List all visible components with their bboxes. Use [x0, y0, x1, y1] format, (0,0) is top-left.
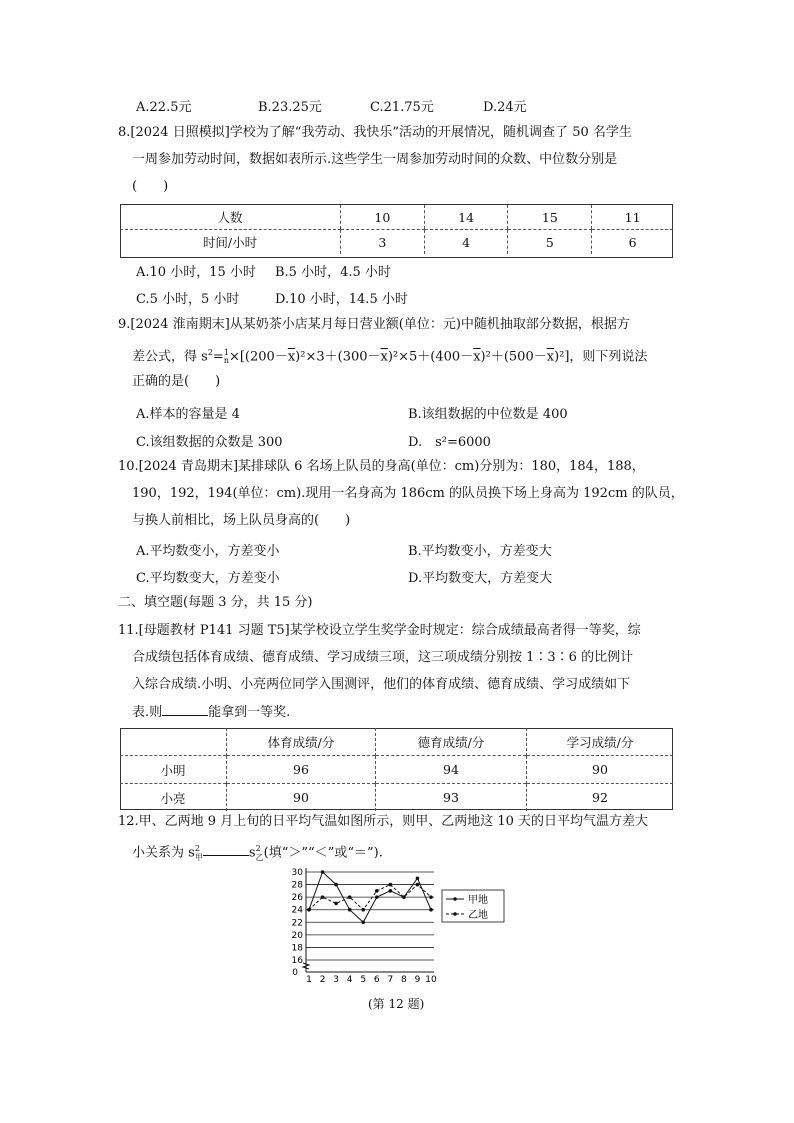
q11-cell: 94 [376, 756, 527, 784]
table-row [120, 784, 673, 812]
data-point [389, 889, 393, 893]
x-tick-label: 2 [319, 975, 326, 984]
q9-option-b: B.该组数据的中位数是 400 [408, 407, 568, 422]
y-tick-label: 0 [292, 968, 298, 978]
y-tick-label: 16 [291, 956, 303, 966]
q11-text-line4 [132, 703, 290, 722]
q10-text-line2: 190，192，194(单位：cm).现用一名身高为 186cm 的队员换下场上身高为 192cm 的队员， [132, 486, 684, 501]
table-row [120, 756, 673, 784]
q7-option-c: C.21.75元 [370, 100, 434, 115]
q10-option-b: B.平均数变小，方差变大 [408, 544, 552, 559]
q12-text-line1: 12.甲、乙两地 9 月上旬的日平均气温如图所示，则甲、乙两地这 10 天的日平均气温方差大 [118, 814, 649, 829]
q9-frac-den: n [223, 355, 229, 365]
q8-cell: 4 [424, 230, 508, 255]
x-tick-label: 4 [346, 975, 353, 984]
q8-option-b: B.5 小时，4.5 小时 [275, 265, 391, 280]
q12-text-line2 [132, 840, 383, 867]
q12-square: 2 [255, 844, 261, 853]
q8-cell: 15 [508, 205, 592, 230]
x-tick-label: 10 [425, 975, 437, 984]
q8-text-line2: 一周参加劳动时间，数据如表所示.这些学生一周参加劳动时间的众数、中位数分别是 [132, 152, 618, 167]
q9-frac-num: 1 [223, 347, 229, 357]
data-point [389, 883, 393, 887]
q8-table [120, 205, 673, 254]
q11-header: 体育成绩/分 [227, 728, 376, 756]
q11-cell: 小亮 [120, 784, 227, 812]
y-tick-label: 18 [291, 943, 303, 954]
q11-text-line3: 入综合成绩.小明、小亮两位同学入围测评，他们的体育成绩、德育成绩、学习成绩如下 [132, 677, 631, 692]
q11-text-line1: 11.[母题教材 P141 习题 T5]某学校设立学生奖学金时规定：综合成绩最高者得一等奖，综 [118, 623, 641, 638]
q9-xbar: $\overline{x}$ [473, 349, 481, 365]
q9-xbar: $\overline{x}$ [380, 349, 388, 365]
q11-text: 能拿到一等奖. [208, 705, 291, 720]
q8-cell: 5 [508, 230, 592, 255]
q9-formula-line [132, 344, 647, 366]
q8-cell: 6 [592, 230, 673, 255]
q11-header: 德育成绩/分 [376, 728, 527, 756]
data-point [348, 908, 352, 912]
q10-option-d: D.平均数变大，方差变大 [408, 571, 553, 586]
q11-answer-blank[interactable] [162, 703, 208, 716]
q9-text-line1: 9.[2024 淮南期末]从某奶茶小店某月每日营业额(单位：元)中随机抽取部分数据，根据方 [118, 317, 630, 332]
legend-label: 乙地 [468, 910, 488, 921]
section-heading-fill-in: 二、填空题(每题 3 分，共 15 分) [118, 595, 313, 610]
q12-figure-caption: (第 12 题) [368, 997, 425, 1011]
q12-answer-blank[interactable] [203, 843, 249, 856]
x-tick-label: 7 [387, 975, 394, 984]
q10-option-a: A.平均数变小，方差变小 [136, 544, 280, 559]
data-point [361, 908, 365, 912]
q12-text: 小关系为 s [132, 845, 195, 861]
data-point [429, 895, 433, 899]
q8-option-d: D.10 小时，14.5 小时 [275, 292, 408, 307]
table-row [120, 728, 673, 756]
data-point [416, 876, 420, 880]
q12-text: s [248, 845, 256, 861]
data-point [375, 895, 379, 899]
data-point [348, 895, 352, 899]
q8-header-people: 人数 [120, 205, 341, 230]
data-point [334, 902, 338, 906]
x-tick-label: 1 [306, 975, 312, 984]
q9-text-line3: 正确的是( ) [132, 374, 221, 389]
y-tick-label: 26 [291, 893, 303, 904]
data-point [429, 908, 433, 912]
q8-cell: 10 [341, 205, 425, 230]
legend-marker [453, 897, 457, 901]
x-tick-label: 9 [414, 975, 421, 984]
y-tick-label: 22 [291, 918, 303, 929]
y-tick-label: 20 [291, 930, 303, 941]
x-tick-label: 6 [373, 975, 380, 984]
q10-option-c: C.平均数变大，方差变小 [136, 571, 280, 586]
q12-sub-jia: 甲 [194, 852, 203, 862]
table-row [120, 230, 673, 255]
y-tick-label: 28 [291, 880, 303, 891]
q7-option-d: D.24元 [483, 100, 527, 115]
chart-axes [292, 868, 437, 984]
y-tick-label: 30 [291, 868, 303, 878]
q11-cell: 90 [227, 784, 376, 812]
q8-header-time: 时间/小时 [202, 235, 258, 250]
q11-text-line2: 合成绩包括体育成绩、德育成绩、学习成绩三项，这三项成绩分别按 1∶3∶6 的比例计 [132, 650, 634, 665]
q12-sub-yi: 乙 [255, 852, 264, 862]
q9-option-d: D. s²=6000 [408, 435, 491, 450]
data-point [307, 908, 311, 912]
data-point [402, 895, 406, 899]
legend-marker [453, 912, 457, 916]
q8-cell: 11 [592, 205, 673, 230]
q8-option-c: C.5 小时，5 小时 [136, 292, 240, 307]
legend-label: 甲地 [468, 895, 488, 906]
q12-text: (填“＞”“＜”或“＝”). [263, 845, 383, 861]
q9-option-a: A.样本的容量是 4 [136, 407, 240, 422]
q8-cell: 14 [424, 205, 508, 230]
q9-text: )²×5＋(400－ [387, 349, 474, 365]
data-point [416, 883, 420, 887]
q8-option-a: A.10 小时，15 小时 [136, 265, 256, 280]
q10-text-line3: 与换人前相比，场上队员身高的( ) [132, 513, 351, 528]
chart-legend [442, 890, 504, 922]
y-tick-label: 24 [291, 905, 303, 916]
q12-temperature-chart [282, 866, 512, 984]
q9-text: )²×3＋(300－ [295, 349, 381, 365]
q11-table [120, 728, 673, 811]
q9-xbar: $\overline{x}$ [287, 349, 296, 365]
q9-eq: = [212, 349, 224, 365]
q11-header [120, 728, 227, 756]
q8-answer-bracket: ( ) [132, 179, 169, 194]
q10-text-line1: 10.[2024 青岛期末]某排球队 6 名场上队员的身高(单位：cm)分别为：180，184，188， [118, 459, 645, 474]
q11-cell: 90 [527, 756, 674, 784]
data-point [361, 920, 365, 924]
q11-cell: 小明 [120, 756, 227, 784]
q9-square: 2 [207, 348, 213, 357]
q8-cell: 3 [341, 230, 425, 255]
data-point [321, 895, 325, 899]
axis-break-mark [303, 963, 309, 969]
q11-cell: 96 [227, 756, 376, 784]
q7-option-a: A.22.5元 [136, 100, 192, 115]
data-point [321, 870, 325, 874]
q9-xbar: $\overline{x}$ [546, 349, 555, 365]
data-point [375, 889, 379, 893]
q11-cell: 92 [527, 784, 674, 812]
chart-grid [306, 872, 434, 960]
x-tick-label: 8 [401, 975, 407, 984]
q11-header: 学习成绩/分 [527, 728, 674, 756]
q12-square: 2 [194, 844, 200, 853]
x-tick-label: 3 [333, 975, 339, 984]
q9-option-c: C.该组数据的众数是 300 [136, 435, 283, 450]
q7-option-b: B.23.25元 [258, 100, 322, 115]
q8-text-line1: 8.[2024 日照模拟]学校为了解“我劳动、我快乐”活动的开展情况，随机调查了 50 名学生 [118, 125, 632, 140]
data-point [334, 883, 338, 887]
q9-text: )²＋(500－ [480, 349, 547, 365]
q9-text: 差公式，得 s [132, 349, 208, 365]
table-row [120, 205, 673, 230]
q11-cell: 93 [376, 784, 527, 812]
x-tick-label: 5 [360, 975, 367, 984]
q9-text: )²]，则下列说法 [554, 349, 648, 365]
q9-text: ×[(200－ [228, 349, 288, 365]
q11-text: 表.则 [132, 705, 163, 720]
